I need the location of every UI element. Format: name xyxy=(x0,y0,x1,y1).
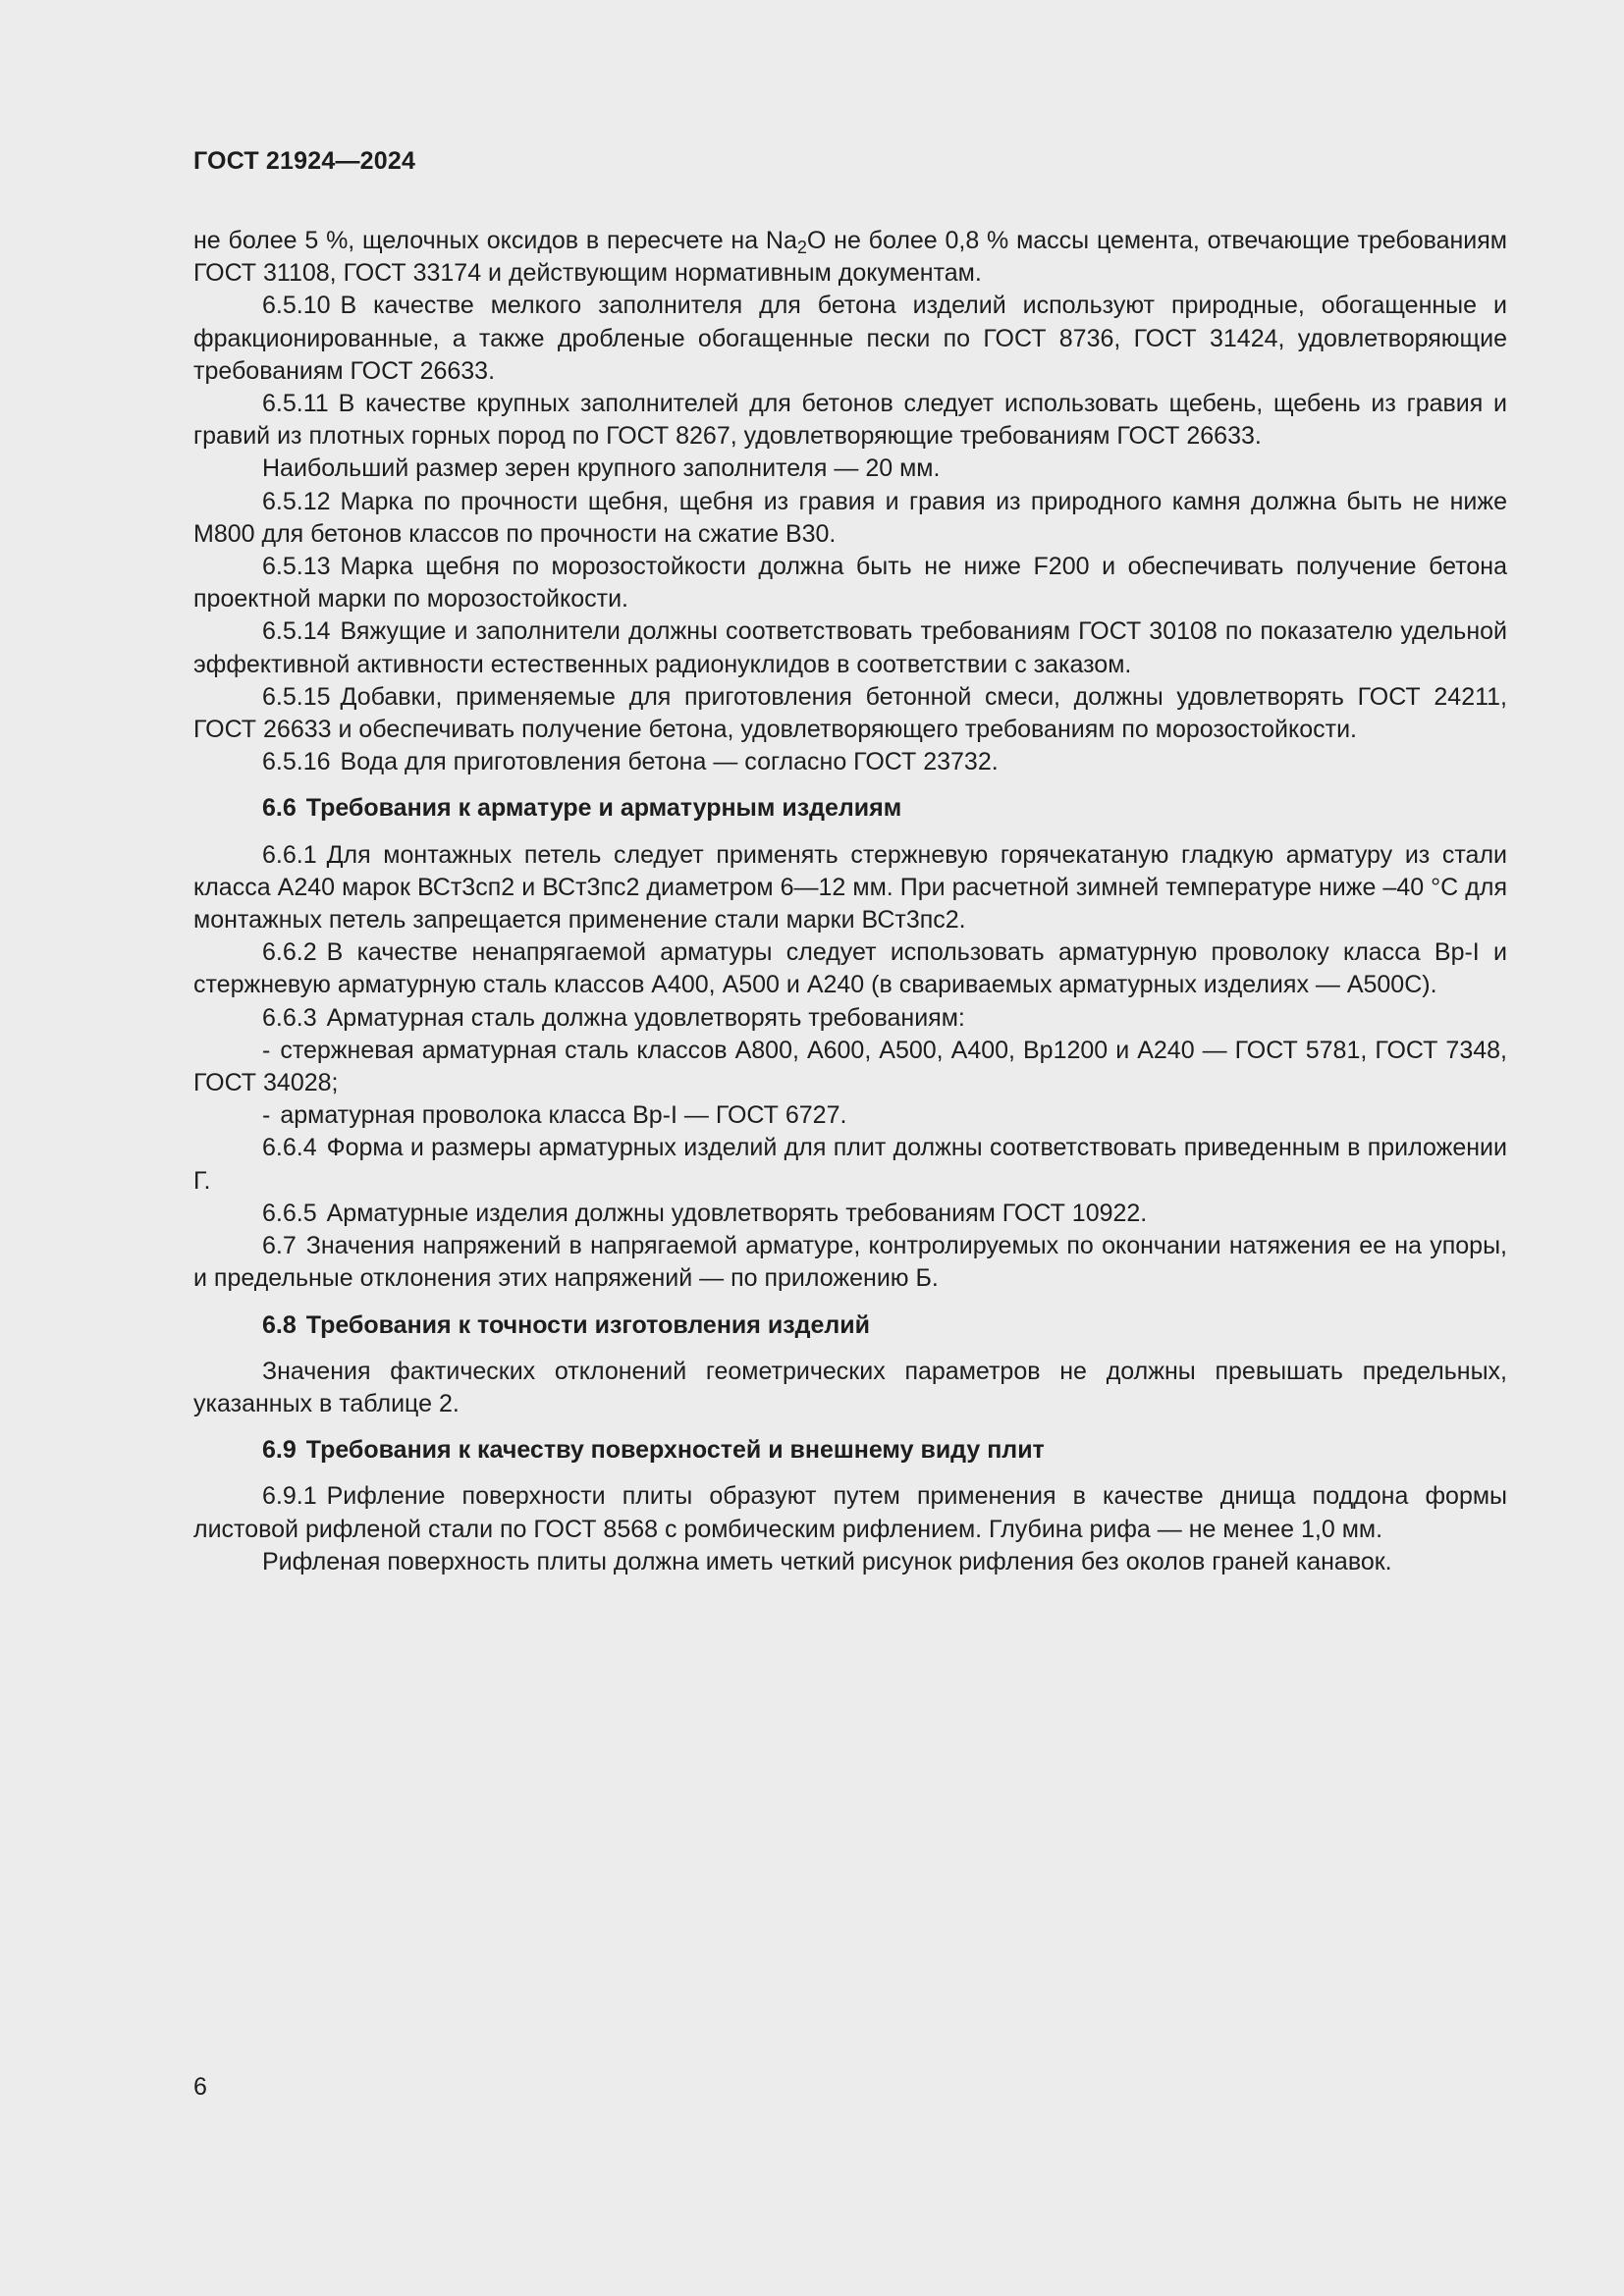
list-item-text: стержневая арматурная сталь классов А800, А600, А500, А400, Вр1200 и А240 — ГОСТ 5781, ГОСТ 7348, ГОСТ 34028; xyxy=(193,1036,1507,1097)
section-number: 6.6 xyxy=(262,794,297,823)
clause-text: Значения напряжений в напрягаемой арматуре, контролируемых по окончании натяжения ее на упоры, и предельные отклонения этих напряжений — по приложению Б. xyxy=(193,1232,1507,1293)
clause-text: В качестве ненапрягаемой арматуры следует использовать арматурную проволоку класса Вр-I и стержневую арматурную сталь классов А400, А500 и А240 (в свариваемых арматурных изделиях — А500С). xyxy=(193,938,1507,999)
clause-6-5-11-note xyxy=(193,453,1507,485)
section-heading-6-9 xyxy=(262,1434,1507,1467)
clause-text: Рифление поверхности плиты образуют путем применения в качестве днища поддона формы листовой рифленой стали по ГОСТ 8568 с ромбическим рифлением. Глубина рифа — не менее 1,0 мм. xyxy=(193,1482,1507,1543)
clause-number: 6.6.1 xyxy=(262,840,317,869)
clause-number: 6.6.2 xyxy=(262,938,317,967)
clause-6-5-14 xyxy=(193,615,1507,680)
clause-text: Вода для приготовления бетона — согласно ГОСТ 23732. xyxy=(340,748,999,776)
clause-6-9-1 xyxy=(193,1480,1507,1545)
clause-6-5-11 xyxy=(193,388,1507,453)
clause-6-5-15 xyxy=(193,681,1507,746)
clause-text: В качестве мелкого заполнителя для бетона изделий используют природные, обогащенные и фракционированные, а также дробленые обогащенные пески по ГОСТ 8736, ГОСТ 31424, удовлетворяющие требованиям ГОСТ 26633. xyxy=(193,292,1507,385)
clause-text: Значения фактических отклонений геометрических параметров не должны превышать предельных, указанных в таблице 2. xyxy=(193,1357,1507,1417)
subscript: 2 xyxy=(796,238,807,257)
list-dash: - xyxy=(262,1101,271,1130)
standard-designation: ГОСТ 21924—2024 xyxy=(193,147,416,175)
list-dash: - xyxy=(262,1036,271,1064)
list-item-text: арматурная проволока класса Вр-I — ГОСТ 6727. xyxy=(280,1101,847,1130)
clause-6-9-1-note xyxy=(193,1546,1507,1578)
clause-6-5-12 xyxy=(193,486,1507,551)
clause-text: В качестве крупных заполнителей для бетонов следует использовать щебень, щебень из гравия и гравий из плотных горных пород по ГОСТ 8267, удовлетворяющие требованиям ГОСТ 26633. xyxy=(193,390,1507,451)
clause-6-8-text xyxy=(193,1356,1507,1420)
clause-6-6-4 xyxy=(193,1132,1507,1197)
clause-text: Арматурная сталь должна удовлетворять требованиям: xyxy=(326,1003,965,1032)
clause-text: Добавки, применяемые для приготовления бетонной смеси, должны удовлетворять ГОСТ 24211, ГОСТ 26633 и обеспечивать получение бетона, удовлетворяющего требованиям по морозостойкости. xyxy=(193,682,1507,744)
paragraph-continuation xyxy=(193,225,1507,290)
text-segment: O не более 0,8 % массы цемента, отвечающие требованиям ГОСТ 31108, ГОСТ 33174 и действующим нормативным документам. xyxy=(193,227,1507,288)
clause-text: Наибольший размер зерен крупного заполнителя — 20 мм. xyxy=(262,454,941,483)
clause-text: Марка по прочности щебня, щебня из гравия и гравия из природного камня должна быть не ниже М800 для бетонов классов по прочности на сжатие В30. xyxy=(193,487,1507,548)
clause-text: Вяжущие и заполнители должны соответствовать требованиям ГОСТ 30108 по показателю удельной эффективной активности естественных радионуклидов в соответствии с заказом. xyxy=(193,617,1507,678)
clause-6-5-10 xyxy=(193,290,1507,388)
clause-number: 6.5.16 xyxy=(262,748,331,776)
clause-number: 6.6.5 xyxy=(262,1199,317,1227)
clause-text: Рифленая поверхность плиты должна иметь четкий рисунок рифления без околов граней канавок. xyxy=(262,1547,1392,1575)
section-title: Требования к качеству поверхностей и внешнему виду плит xyxy=(305,1436,1045,1465)
clause-6-5-16 xyxy=(193,746,1507,778)
clause-number: 6.5.10 xyxy=(262,292,331,320)
section-number: 6.9 xyxy=(262,1436,297,1465)
clause-number: 6.7 xyxy=(262,1232,297,1260)
clause-number: 6.5.11 xyxy=(262,390,329,418)
clause-text: Арматурные изделия должны удовлетворять требованиям ГОСТ 10922. xyxy=(326,1199,1148,1227)
section-title: Требования к арматуре и арматурным изделиям xyxy=(305,794,902,823)
text-segment: не более 5 %, щелочных оксидов в пересчете на Na xyxy=(193,227,797,254)
clause-number: 6.5.14 xyxy=(262,617,331,646)
clause-6-6-2 xyxy=(193,936,1507,1001)
list-item xyxy=(193,1099,1507,1132)
clause-number: 6.5.13 xyxy=(262,553,331,581)
clause-6-7 xyxy=(193,1230,1507,1295)
section-title: Требования к точности изготовления изделий xyxy=(305,1310,871,1339)
section-number: 6.8 xyxy=(262,1310,297,1339)
list-item xyxy=(193,1035,1507,1099)
clause-number: 6.9.1 xyxy=(262,1482,317,1511)
clause-number: 6.5.15 xyxy=(262,682,331,711)
section-heading-6-8 xyxy=(262,1309,1507,1342)
clause-number: 6.6.3 xyxy=(262,1003,317,1032)
clause-text: Форма и размеры арматурных изделий для плит должны соответствовать приведенным в приложении Г. xyxy=(193,1134,1507,1195)
page-number: 6 xyxy=(193,2073,207,2101)
clause-6-5-13 xyxy=(193,551,1507,615)
clause-text: Для монтажных петель следует применять стержневую горячекатаную гладкую арматуру из стали класса А240 марок ВСт3сп2 и ВСт3пс2 диаметром 6—12 мм. При расчетной зимней температуре ниже –40 °С для монтажных петель запрещается применение стали марки ВСт3пс2. xyxy=(193,840,1507,934)
clause-6-6-3 xyxy=(193,1002,1507,1035)
section-heading-6-6 xyxy=(262,792,1507,825)
clause-number: 6.6.4 xyxy=(262,1134,317,1162)
clause-6-6-5 xyxy=(193,1198,1507,1230)
clause-number: 6.5.12 xyxy=(262,487,331,515)
body-text xyxy=(193,225,1507,1578)
clause-6-6-1 xyxy=(193,839,1507,937)
clause-text: Марка щебня по морозостойкости должна быть не ниже F200 и обеспечивать получение бетона проектной марки по морозостойкости. xyxy=(193,553,1507,614)
